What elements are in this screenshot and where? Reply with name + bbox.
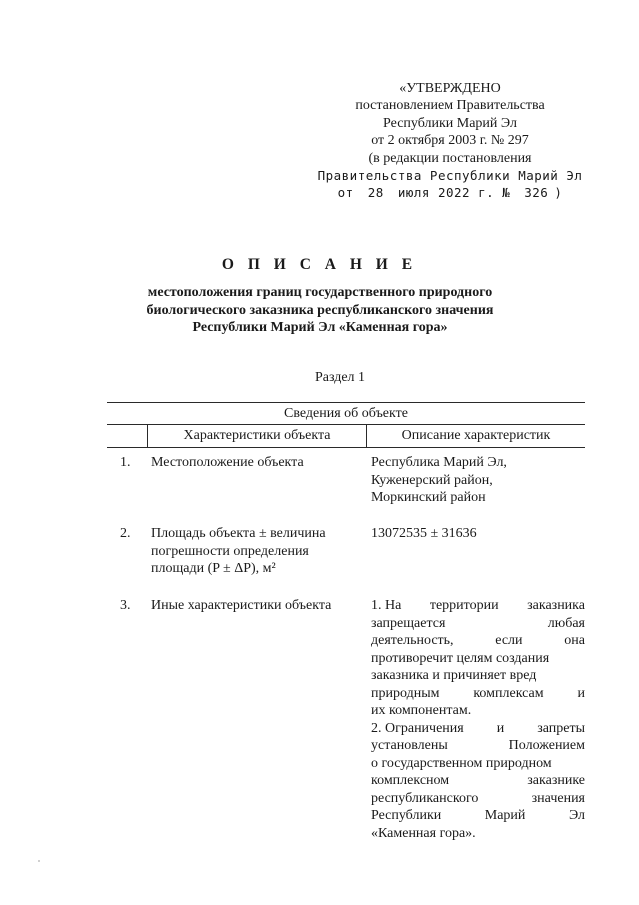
column-header-characteristics: Характеристики объекта xyxy=(183,428,331,443)
description-word: заказнике xyxy=(527,773,585,788)
section-label: Раздел 1 xyxy=(314,370,366,385)
description-line xyxy=(371,825,585,843)
characteristic-line: погрешности определения xyxy=(151,543,309,559)
description-line xyxy=(371,790,585,808)
approval-date-middle: июля 2022 г. № xyxy=(397,185,511,201)
approval-stamp xyxy=(300,80,600,202)
approval-line-2: постановлением Правительства xyxy=(355,98,545,114)
approval-date-prefix: от xyxy=(337,185,354,201)
description-line: Куженерский район, xyxy=(371,472,493,488)
description-word: комплексам xyxy=(473,685,544,701)
row-number: 2. xyxy=(120,526,131,541)
description-word: установлены xyxy=(371,738,448,753)
row-characteristic: Местоположение объекта xyxy=(151,455,304,470)
description-line xyxy=(371,667,585,685)
document-subtitle xyxy=(120,284,520,337)
approval-line-4: от 2 октября 2003 г. № 297 xyxy=(371,133,529,149)
description-word: любая xyxy=(547,615,585,631)
subtitle-line-1: местоположения границ государственного природного xyxy=(147,285,493,300)
description-word: территории xyxy=(429,598,499,613)
row-characteristic: Иные характеристики объекта xyxy=(151,598,332,613)
description-line xyxy=(371,702,585,720)
description-word: противоречит целям создания xyxy=(371,650,550,666)
description-word: о государственном природном xyxy=(371,755,552,771)
characteristic-line: Площадь объекта ± величина xyxy=(151,526,326,541)
approval-line-7 xyxy=(300,184,600,201)
description-word: природным xyxy=(371,685,440,701)
description-line xyxy=(371,685,585,703)
description-word: 1. На xyxy=(371,598,402,613)
description-word: комплексном xyxy=(371,773,450,788)
description-line xyxy=(371,615,585,633)
description-word: Положением xyxy=(508,738,585,753)
description-word: заказника xyxy=(527,598,585,613)
description-word: она xyxy=(564,633,585,648)
row-description xyxy=(371,454,585,507)
description-line xyxy=(371,650,585,668)
description-word: «Каменная гора». xyxy=(371,825,476,841)
approval-day: 28 xyxy=(367,185,384,201)
description-line xyxy=(371,597,585,615)
row-description xyxy=(371,597,585,842)
description-line xyxy=(371,632,585,650)
scan-artifact xyxy=(38,860,40,862)
description-word: запреты xyxy=(537,720,585,736)
row-description: 13072535 ± 31636 xyxy=(371,526,477,541)
row-number: 1. xyxy=(120,455,131,470)
approval-date-suffix: ) xyxy=(554,185,563,201)
approval-number: 326 xyxy=(524,185,549,201)
document-title: О П И С А Н И Е xyxy=(221,256,418,273)
description-line xyxy=(371,772,585,790)
table-caption: Сведения об объекте xyxy=(107,403,585,425)
row-number: 3. xyxy=(120,598,131,613)
subtitle-line-2: биологического заказника республиканского значения xyxy=(146,302,494,318)
approval-line-1: «УТВЕРЖДЕНО xyxy=(399,81,501,96)
approval-line-3: Республики Марий Эл xyxy=(383,115,517,131)
description-word: республиканского xyxy=(371,790,479,806)
description-word: Республики xyxy=(371,808,442,823)
description-word: 2. Ограничения xyxy=(371,720,464,736)
description-word: значения xyxy=(531,790,585,806)
description-line xyxy=(371,720,585,738)
column-header-description: Описание характеристик xyxy=(401,428,551,443)
description-line: Моркинский район xyxy=(371,490,486,505)
row-characteristic xyxy=(151,525,361,578)
description-word: их компонентам. xyxy=(371,703,472,718)
description-word: и xyxy=(577,685,585,701)
approval-line-5: (в редакции постановления xyxy=(368,150,532,166)
characteristic-line: площади (P ± ΔP), м² xyxy=(151,561,276,576)
description-line xyxy=(371,807,585,825)
description-word: заказника и причиняет вред xyxy=(371,668,537,683)
description-line: Республика Марий Эл, xyxy=(371,455,507,470)
object-info-table xyxy=(107,402,585,841)
description-word: запрещается xyxy=(371,615,446,631)
description-word: Эл xyxy=(568,808,585,823)
description-word: и xyxy=(496,720,505,736)
description-word: если xyxy=(495,633,523,648)
table-header-row xyxy=(107,425,585,448)
subtitle-line-3: Республики Марий Эл «Каменная гора» xyxy=(192,320,448,335)
approval-line-6: Правительства Республики Марий Эл xyxy=(317,168,583,184)
description-line xyxy=(371,737,585,755)
description-word: Марий xyxy=(484,808,526,823)
description-word: деятельность, xyxy=(371,633,454,648)
description-line xyxy=(371,755,585,773)
